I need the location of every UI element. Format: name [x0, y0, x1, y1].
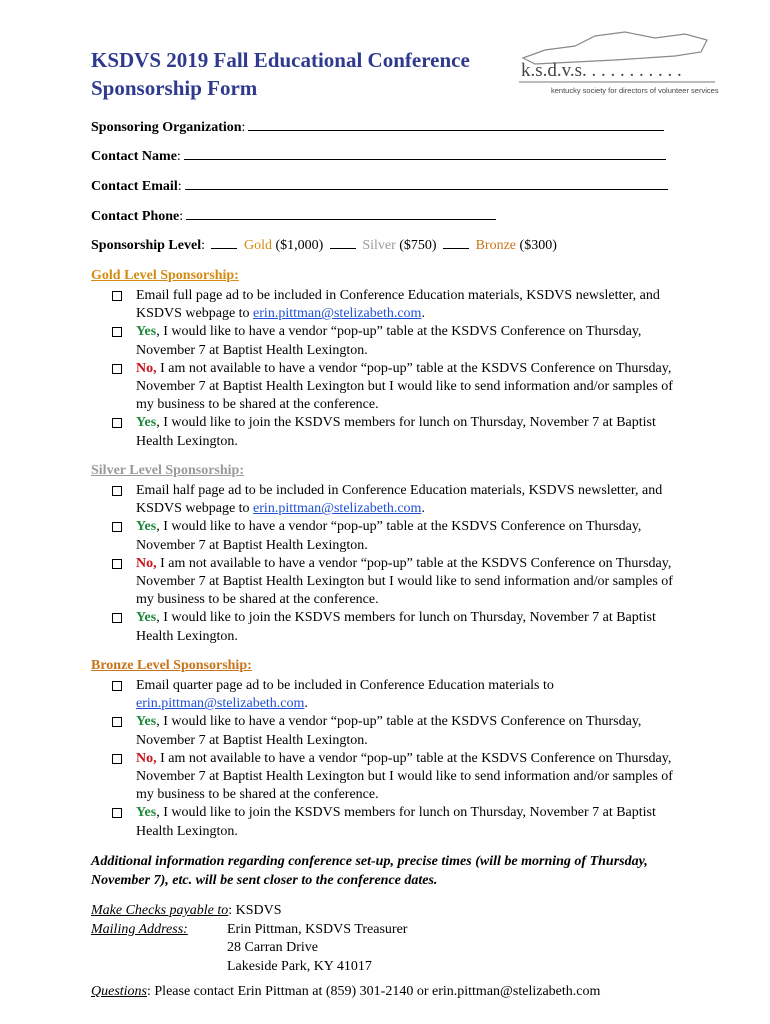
mailing-info: Make Checks payable to: KSDVS Mailing Address: Erin Pittman, KSDVS Treasurer 28 Carran Drive Lakeside Park, KY 41017 [91, 903, 408, 974]
checkbox[interactable] [112, 613, 122, 623]
additional-info-note: Additional information regarding conference set-up, precise times (will be morning of Thursday, November 7), etc. will be sent closer to the conference dates. [91, 854, 648, 888]
bronze-options [110, 677, 690, 841]
org-field[interactable]: Sponsoring Organization: [91, 120, 664, 136]
questions-line: Questions: Please contact Erin Pittman at (859) 301-2140 or erin.pittman@stelizabeth.com [91, 984, 601, 999]
gold-option-email[interactable]: Email full page ad to be included in Conference Education materials, KSDVS newsletter, and KSDVS webpage to erin.pittman@stelizabeth.com. [110, 287, 690, 323]
checkbox[interactable] [112, 327, 122, 337]
checkbox[interactable] [112, 808, 122, 818]
silver-heading: Silver Level Sponsorship: [91, 463, 244, 478]
gold-option-no[interactable]: No, I am not available to have a vendor “pop-up” table at the KSDVS Conference on Thursday, November 7 at Baptist Health Lexington but I would like to send information and/or samples of my business to be shared at the conference. [110, 360, 690, 415]
title-line-1: KSDVS 2019 Fall Educational Conference [91, 48, 470, 72]
gold-options [110, 287, 690, 451]
bronze-option-lunch[interactable]: Yes, I would like to join the KSDVS members for lunch on Thursday, November 7 at Baptist Health Lexington. [110, 804, 690, 840]
gold-heading: Gold Level Sponsorship: [91, 268, 239, 283]
bronze-option-yes[interactable]: Yes, I would like to have a vendor “pop-up” table at the KSDVS Conference on Thursday, November 7 at Baptist Health Lexington. [110, 713, 690, 749]
email-field[interactable]: Contact Email: [91, 179, 668, 195]
checkbox[interactable] [112, 522, 122, 532]
title-line-2: Sponsorship Form [91, 76, 258, 100]
bronze-option-email[interactable]: Email quarter page ad to be included in Conference Education materials to erin.pittman@stelizabeth.com. [110, 677, 690, 713]
silver-option-no[interactable]: No, I am not available to have a vendor “pop-up” table at the KSDVS Conference on Thursday, November 7 at Baptist Health Lexington but I would like to send information and/or samples of my business to be shared at the conference. [110, 555, 690, 610]
checkbox[interactable] [112, 364, 122, 374]
email-line[interactable] [185, 188, 668, 190]
email-link[interactable]: erin.pittman@stelizabeth.com [253, 501, 422, 517]
bronze-option-no[interactable]: No, I am not available to have a vendor “pop-up” table at the KSDVS Conference on Thursday, November 7 at Baptist Health Lexington but I would like to send information and/or samples of my business to be shared at the conference. [110, 750, 690, 805]
gold-option-yes[interactable]: Yes, I would like to have a vendor “pop-up” table at the KSDVS Conference on Thursday, November 7 at Baptist Health Lexington. [110, 323, 690, 359]
ksdvs-logo [515, 30, 725, 100]
checkbox[interactable] [112, 291, 122, 301]
checkbox[interactable] [112, 418, 122, 428]
name-field[interactable]: Contact Name: [91, 149, 666, 165]
name-line[interactable] [184, 158, 666, 160]
silver-option-email[interactable]: Email half page ad to be included in Conference Education materials, KSDVS newsletter, and KSDVS webpage to erin.pittman@stelizabeth.com. [110, 482, 690, 518]
phone-field[interactable]: Contact Phone: [91, 209, 496, 225]
gold-blank[interactable] [211, 248, 237, 249]
email-link[interactable]: erin.pittman@stelizabeth.com [136, 696, 305, 712]
email-link[interactable]: erin.pittman@stelizabeth.com [253, 306, 422, 322]
sponsorship-level: Sponsorship Level: Gold ($1,000) Silver ($750) Bronze ($300) [91, 238, 557, 253]
silver-blank[interactable] [330, 248, 356, 249]
checkbox[interactable] [112, 717, 122, 727]
silver-options [110, 482, 690, 646]
checkbox[interactable] [112, 486, 122, 496]
gold-option-lunch[interactable]: Yes, I would like to join the KSDVS members for lunch on Thursday, November 7 at Baptist Health Lexington. [110, 414, 690, 450]
bronze-blank[interactable] [443, 248, 469, 249]
phone-line[interactable] [186, 218, 496, 220]
silver-option-yes[interactable]: Yes, I would like to have a vendor “pop-up” table at the KSDVS Conference on Thursday, November 7 at Baptist Health Lexington. [110, 518, 690, 554]
checkbox[interactable] [112, 754, 122, 764]
checkbox[interactable] [112, 559, 122, 569]
checkbox[interactable] [112, 681, 122, 691]
org-line[interactable] [248, 129, 664, 131]
silver-option-lunch[interactable]: Yes, I would like to join the KSDVS members for lunch on Thursday, November 7 at Baptist Health Lexington. [110, 609, 690, 645]
bronze-heading: Bronze Level Sponsorship: [91, 658, 252, 673]
logo-text: k.s.d.v.s. . . . . . . . . . . [521, 60, 682, 81]
logo-subtext: kentucky society for directors of volunteer services [551, 86, 719, 95]
page-title [91, 46, 470, 102]
